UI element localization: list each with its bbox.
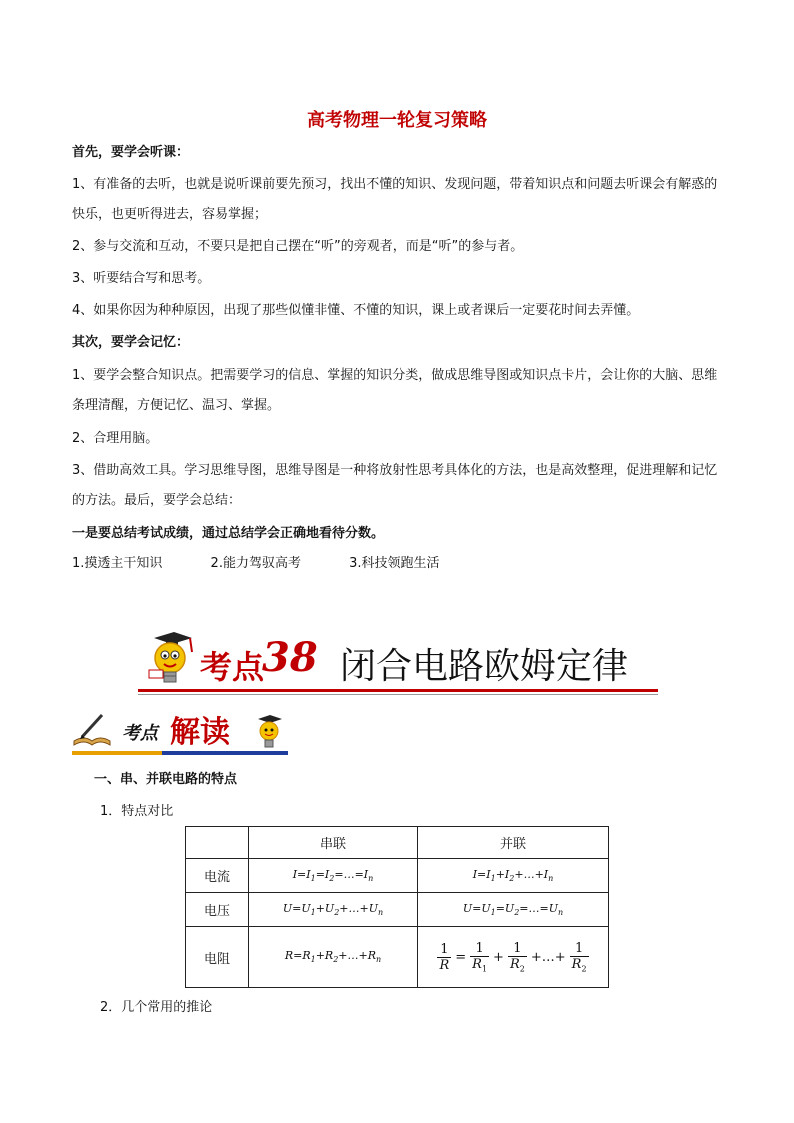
table-header-cell: 并联 bbox=[418, 827, 609, 859]
fraction: $\frac{1}{R}$ bbox=[439, 941, 450, 973]
fraction: $\frac{1}{R_2}$ bbox=[571, 940, 587, 974]
row-label: 电阻 bbox=[186, 927, 249, 988]
list-item: 2.能力驾驭高考 bbox=[210, 556, 301, 571]
list-item: 1.摸透主干知识 bbox=[72, 556, 163, 571]
banner-underline-shadow bbox=[138, 694, 658, 695]
formula-parallel-voltage: $U=U_1=U_2=\dots=U_n$ bbox=[418, 893, 609, 927]
book-pen-icon bbox=[72, 711, 112, 749]
bulb-mascot-icon bbox=[144, 630, 194, 688]
fraction: $\frac{1}{R_1}$ bbox=[472, 940, 488, 974]
section-header-interpretation bbox=[72, 707, 288, 757]
paragraph: 1、要学会整合知识点。把需要学习的信息、掌握的知识分类，做成思维导图或知识点卡片，会让你的大脑、思维条理清醒，方便记忆、温习、掌握。 bbox=[72, 368, 718, 413]
topic-banner bbox=[138, 628, 658, 692]
section-heading-memory: 其次，要学会记忆： bbox=[72, 335, 190, 350]
table-header-row bbox=[186, 827, 609, 859]
summary-list bbox=[72, 552, 484, 571]
comparison-table bbox=[185, 826, 609, 988]
formula-series-resistance: $R=R_1+R_2+\dots+R_n$ bbox=[249, 927, 418, 988]
paragraph: 3、听要结合写和思考。 bbox=[72, 271, 211, 286]
row-label: 电流 bbox=[186, 859, 249, 893]
fraction: $\frac{1}{R_2}$ bbox=[509, 940, 525, 974]
subheading: 一、串、并联电路的特点 bbox=[94, 772, 238, 787]
table-header-cell bbox=[186, 827, 249, 859]
page-title: 高考物理一轮复习策略 bbox=[307, 110, 487, 131]
banner-topic: 闭合电路欧姆定律 bbox=[340, 646, 629, 687]
table-header-cell: 串联 bbox=[249, 827, 418, 859]
formula-parallel-resistance bbox=[418, 927, 609, 988]
subheading: 2．几个常用的推论 bbox=[100, 1000, 213, 1015]
table-row bbox=[186, 927, 609, 988]
subheading: 1．特点对比 bbox=[100, 804, 174, 819]
section-heading-summary: 一是要总结考试成绩，通过总结学会正确地看待分数。 bbox=[72, 526, 385, 541]
formula-series-current: $I=I_1=I_2=\dots=I_n$ bbox=[249, 859, 418, 893]
list-item: 3.科技领跑生活 bbox=[349, 556, 440, 571]
section-heading-listen: 首先，要学会听课： bbox=[72, 145, 190, 160]
banner-prefix: 考点 bbox=[200, 648, 265, 686]
banner-number: 38 bbox=[262, 634, 318, 681]
paragraph: 1、有准备的去听，也就是说听课前要先预习，找出不懂的知识、发现问题，带着知识点和问题去听课会有解惑的快乐，也更听得进去，容易掌握； bbox=[72, 177, 718, 222]
section-header-small: 考点 bbox=[122, 723, 158, 744]
paragraph: 2、参与交流和互动，不要只是把自己摆在“听”的旁观者，而是“听”的参与者。 bbox=[72, 239, 524, 254]
table-row bbox=[186, 893, 609, 927]
row-label: 电压 bbox=[186, 893, 249, 927]
section-header-big: 解读 bbox=[170, 715, 230, 750]
banner-underline bbox=[138, 689, 658, 692]
section-header-accent-bar bbox=[72, 751, 162, 755]
paragraph: 4、如果你因为种种原因，出现了那些似懂非懂、不懂的知识，课上或者课后一定要花时间去弄懂。 bbox=[72, 303, 640, 318]
bulb-icon bbox=[254, 713, 284, 751]
paragraph: 2、合理用脑。 bbox=[72, 431, 159, 446]
table-row bbox=[186, 859, 609, 893]
paragraph: 3、借助高效工具。学习思维导图，思维导图是一种将放射性思考具体化的方法，也是高效整理，促进理解和记忆的方法。最后，要学会总结： bbox=[72, 463, 718, 508]
formula-parallel-current: $I=I_1+I_2+\dots+I_n$ bbox=[418, 859, 609, 893]
fraction-formula: $\frac{1}{R}$ = $\frac{1}{R_1}$ + $\frac{1}{R_2}$ +…+ $\frac{1}{R_2}$ bbox=[439, 940, 587, 974]
formula-series-voltage: $U=U_1+U_2+\dots+U_n$ bbox=[249, 893, 418, 927]
